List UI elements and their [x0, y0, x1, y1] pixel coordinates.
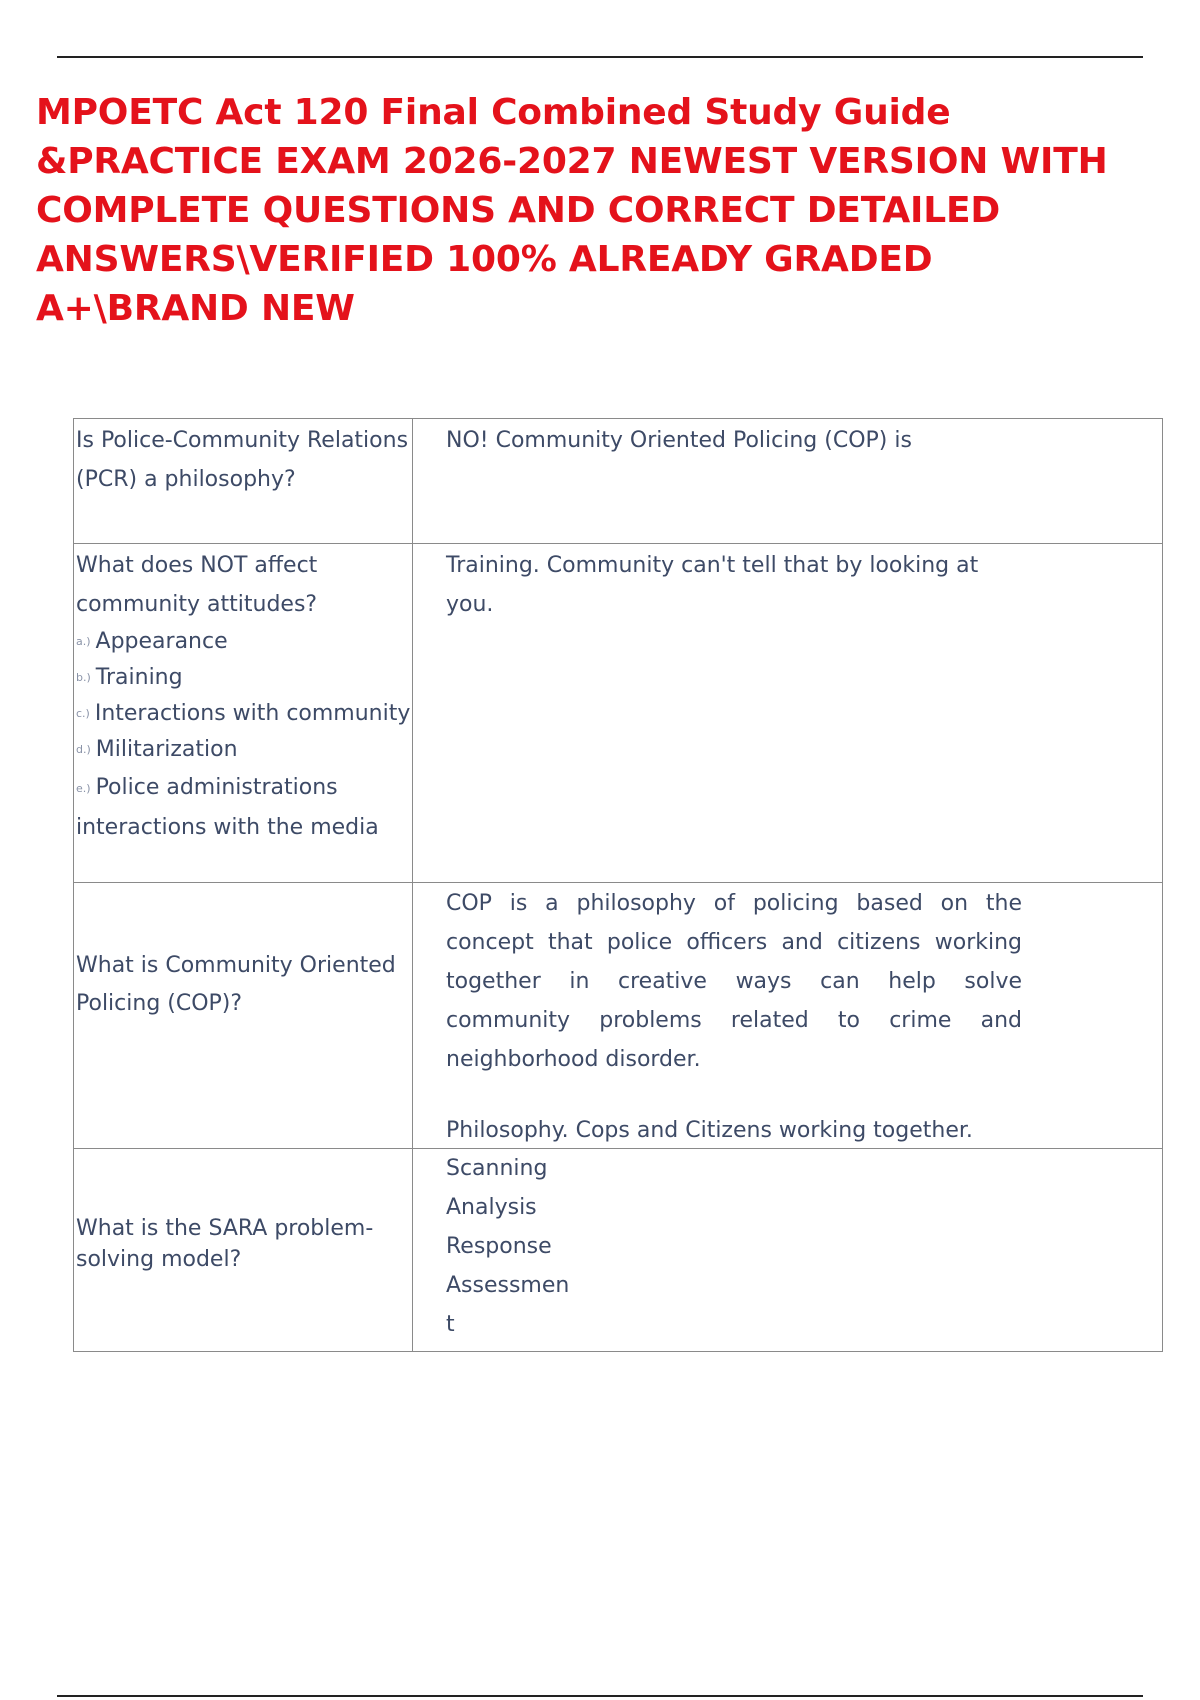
option-item [76, 732, 412, 768]
answer-cell [413, 883, 1163, 1149]
option-text: Militarization [95, 737, 238, 762]
bottom-rule [57, 1695, 1143, 1697]
question-text: What is the SARA problem-solving model? [76, 1216, 374, 1272]
option-marker: a.) [76, 635, 91, 648]
sara-step: Assessmen [446, 1273, 570, 1298]
table-row [74, 544, 1163, 883]
answer-cell: NO! Community Oriented Policing (COP) is [413, 419, 1163, 544]
sara-step: Analysis [446, 1195, 537, 1220]
option-text: Interactions with community [94, 701, 411, 726]
option-item [76, 768, 412, 847]
option-marker: e.) [76, 781, 91, 795]
question-text: What is Community Oriented Policing (COP)? [76, 953, 396, 1016]
top-rule [57, 56, 1143, 58]
qa-table [73, 418, 1163, 1352]
option-text: Training [95, 665, 183, 690]
table-row [74, 883, 1163, 1149]
question-cell [74, 544, 413, 883]
sara-step: Scanning [446, 1156, 548, 1181]
question-text: What does NOT affect community attitudes? [76, 553, 318, 617]
option-marker: d.) [76, 743, 91, 756]
table-row [74, 1149, 1163, 1352]
option-item [76, 660, 412, 696]
sara-step: t [446, 1312, 455, 1337]
answer-text: COP is a philosophy of policing based on the concept that police officers and citizens working together in creative ways can help solve community problems related to crime and neighborhood disorder. [446, 891, 1022, 1072]
question-cell [74, 883, 413, 1149]
option-marker: c.) [76, 707, 90, 720]
option-marker: b.) [76, 671, 91, 684]
option-item [76, 624, 412, 660]
document-title: MPOETC Act 120 Final Combined Study Guide &PRACTICE EXAM 2026-2027 NEWEST VERSION WITH COMPLETE QUESTIONS AND CORRECT DETAILED ANSWERS\VERIFIED 100% ALREADY GRADED A+\BRAND NEW [36, 92, 1108, 329]
question-cell [74, 1149, 413, 1352]
sara-step: Response [446, 1234, 552, 1259]
answer-cell: Training. Community can't tell that by looking at you. [413, 544, 1163, 883]
question-cell: Is Police-Community Relations (PCR) a philosophy? [74, 419, 413, 544]
option-text: Police administrations interactions with the media [76, 775, 379, 840]
table-row [74, 419, 1163, 544]
answer-note: Philosophy. Cops and Citizens working together. [446, 1118, 973, 1143]
answer-cell [413, 1149, 1163, 1352]
option-item [76, 696, 412, 732]
option-text: Appearance [95, 629, 228, 654]
